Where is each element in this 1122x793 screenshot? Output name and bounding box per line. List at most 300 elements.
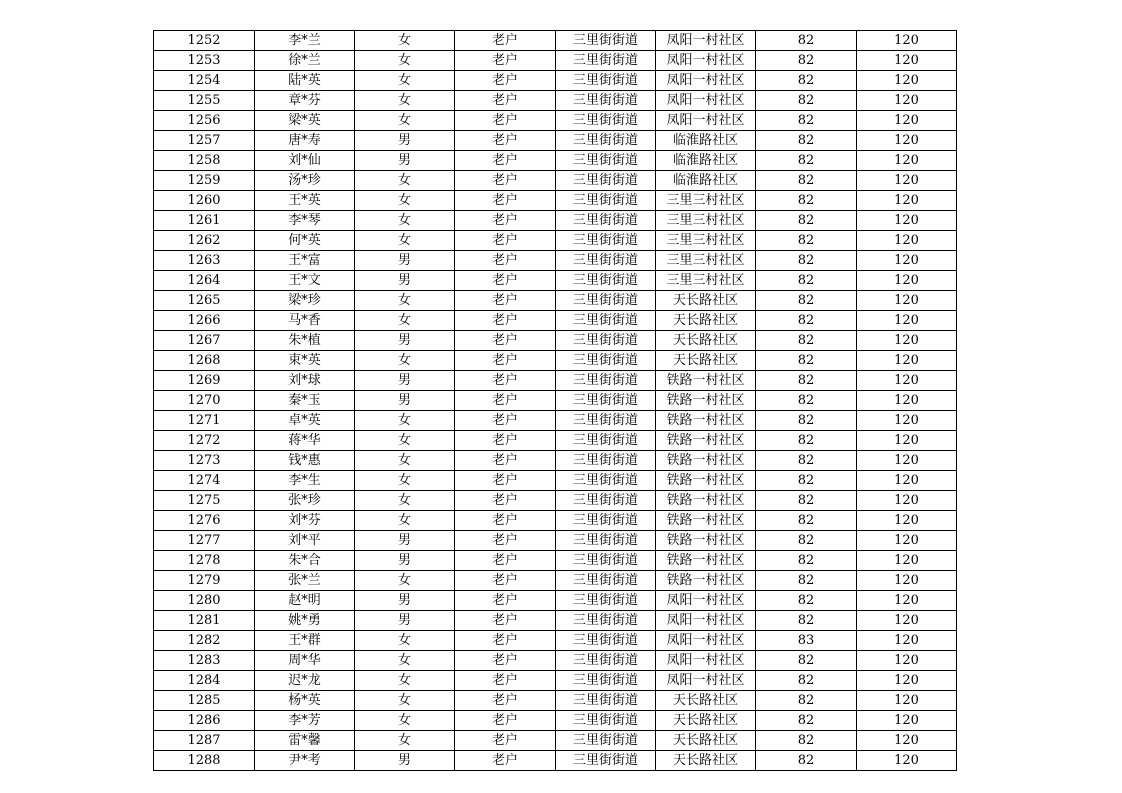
gender-cell: 女 <box>355 571 455 591</box>
name-cell: 尹*考 <box>255 751 355 771</box>
subdistrict-cell: 三里街街道 <box>556 51 656 71</box>
household-type-cell: 老户 <box>455 111 556 131</box>
amount-cell: 120 <box>857 651 957 671</box>
id-cell: 1274 <box>154 471 255 491</box>
amount-cell: 120 <box>857 171 957 191</box>
name-cell: 刘*球 <box>255 371 355 391</box>
household-type-cell: 老户 <box>455 591 556 611</box>
gender-cell: 男 <box>355 331 455 351</box>
household-type-cell: 老户 <box>455 131 556 151</box>
subdistrict-cell: 三里街街道 <box>556 191 656 211</box>
id-cell: 1253 <box>154 51 255 71</box>
gender-cell: 女 <box>355 631 455 651</box>
amount-cell: 120 <box>857 371 957 391</box>
name-cell: 唐*寿 <box>255 131 355 151</box>
subdistrict-cell: 三里街街道 <box>556 531 656 551</box>
community-cell: 天长路社区 <box>656 331 756 351</box>
age-cell: 82 <box>756 611 857 631</box>
id-cell: 1262 <box>154 231 255 251</box>
id-cell: 1269 <box>154 371 255 391</box>
table-row <box>154 31 957 51</box>
table-row <box>154 631 957 651</box>
id-cell: 1267 <box>154 331 255 351</box>
household-type-cell: 老户 <box>455 611 556 631</box>
id-cell: 1285 <box>154 691 255 711</box>
amount-cell: 120 <box>857 331 957 351</box>
table-row <box>154 131 957 151</box>
community-cell: 三里三村社区 <box>656 251 756 271</box>
amount-cell: 120 <box>857 511 957 531</box>
community-cell: 凤阳一村社区 <box>656 651 756 671</box>
amount-cell: 120 <box>857 691 957 711</box>
name-cell: 王*英 <box>255 191 355 211</box>
name-cell: 王*文 <box>255 271 355 291</box>
amount-cell: 120 <box>857 291 957 311</box>
table-row <box>154 271 957 291</box>
amount-cell: 120 <box>857 351 957 371</box>
household-type-cell: 老户 <box>455 171 556 191</box>
subdistrict-cell: 三里街街道 <box>556 711 656 731</box>
community-cell: 三里三村社区 <box>656 271 756 291</box>
household-type-cell: 老户 <box>455 751 556 771</box>
subdistrict-cell: 三里街街道 <box>556 571 656 591</box>
community-cell: 天长路社区 <box>656 351 756 371</box>
name-cell: 梁*英 <box>255 111 355 131</box>
id-cell: 1286 <box>154 711 255 731</box>
age-cell: 82 <box>756 111 857 131</box>
household-type-cell: 老户 <box>455 491 556 511</box>
id-cell: 1268 <box>154 351 255 371</box>
table-row <box>154 231 957 251</box>
subdistrict-cell: 三里街街道 <box>556 751 656 771</box>
name-cell: 张*珍 <box>255 491 355 511</box>
table-row <box>154 371 957 391</box>
id-cell: 1264 <box>154 271 255 291</box>
id-cell: 1273 <box>154 451 255 471</box>
community-cell: 凤阳一村社区 <box>656 671 756 691</box>
amount-cell: 120 <box>857 431 957 451</box>
gender-cell: 女 <box>355 511 455 531</box>
household-type-cell: 老户 <box>455 251 556 271</box>
id-cell: 1263 <box>154 251 255 271</box>
age-cell: 82 <box>756 191 857 211</box>
community-cell: 铁路一村社区 <box>656 451 756 471</box>
household-type-cell: 老户 <box>455 191 556 211</box>
community-cell: 铁路一村社区 <box>656 471 756 491</box>
age-cell: 82 <box>756 351 857 371</box>
community-cell: 临淮路社区 <box>656 171 756 191</box>
gender-cell: 男 <box>355 271 455 291</box>
table-row <box>154 71 957 91</box>
name-cell: 钱*惠 <box>255 451 355 471</box>
gender-cell: 女 <box>355 71 455 91</box>
amount-cell: 120 <box>857 391 957 411</box>
subdistrict-cell: 三里街街道 <box>556 291 656 311</box>
amount-cell: 120 <box>857 611 957 631</box>
table-row <box>154 591 957 611</box>
subdistrict-cell: 三里街街道 <box>556 371 656 391</box>
gender-cell: 男 <box>355 391 455 411</box>
amount-cell: 120 <box>857 451 957 471</box>
household-type-cell: 老户 <box>455 391 556 411</box>
name-cell: 李*芳 <box>255 711 355 731</box>
id-cell: 1258 <box>154 151 255 171</box>
community-cell: 天长路社区 <box>656 691 756 711</box>
table-row <box>154 711 957 731</box>
id-cell: 1256 <box>154 111 255 131</box>
table-row <box>154 551 957 571</box>
subdistrict-cell: 三里街街道 <box>556 611 656 631</box>
table-row <box>154 251 957 271</box>
id-cell: 1265 <box>154 291 255 311</box>
household-type-cell: 老户 <box>455 631 556 651</box>
gender-cell: 男 <box>355 131 455 151</box>
community-cell: 凤阳一村社区 <box>656 591 756 611</box>
records-table <box>153 30 957 771</box>
name-cell: 刘*仙 <box>255 151 355 171</box>
community-cell: 凤阳一村社区 <box>656 91 756 111</box>
name-cell: 秦*玉 <box>255 391 355 411</box>
subdistrict-cell: 三里街街道 <box>556 231 656 251</box>
table-row <box>154 751 957 771</box>
age-cell: 82 <box>756 751 857 771</box>
gender-cell: 女 <box>355 211 455 231</box>
gender-cell: 男 <box>355 251 455 271</box>
id-cell: 1266 <box>154 311 255 331</box>
subdistrict-cell: 三里街街道 <box>556 691 656 711</box>
table-row <box>154 451 957 471</box>
records-table-body <box>154 31 957 771</box>
community-cell: 铁路一村社区 <box>656 571 756 591</box>
gender-cell: 女 <box>355 411 455 431</box>
age-cell: 82 <box>756 411 857 431</box>
name-cell: 杨*英 <box>255 691 355 711</box>
subdistrict-cell: 三里街街道 <box>556 511 656 531</box>
household-type-cell: 老户 <box>455 71 556 91</box>
table-row <box>154 151 957 171</box>
gender-cell: 女 <box>355 731 455 751</box>
gender-cell: 女 <box>355 491 455 511</box>
age-cell: 82 <box>756 571 857 591</box>
id-cell: 1277 <box>154 531 255 551</box>
name-cell: 蒋*华 <box>255 431 355 451</box>
age-cell: 83 <box>756 631 857 651</box>
age-cell: 82 <box>756 391 857 411</box>
age-cell: 82 <box>756 431 857 451</box>
subdistrict-cell: 三里街街道 <box>556 631 656 651</box>
subdistrict-cell: 三里街街道 <box>556 671 656 691</box>
community-cell: 临淮路社区 <box>656 151 756 171</box>
amount-cell: 120 <box>857 591 957 611</box>
age-cell: 82 <box>756 171 857 191</box>
subdistrict-cell: 三里街街道 <box>556 471 656 491</box>
id-cell: 1278 <box>154 551 255 571</box>
amount-cell: 120 <box>857 551 957 571</box>
household-type-cell: 老户 <box>455 371 556 391</box>
amount-cell: 120 <box>857 411 957 431</box>
name-cell: 李*生 <box>255 471 355 491</box>
gender-cell: 男 <box>355 751 455 771</box>
id-cell: 1259 <box>154 171 255 191</box>
id-cell: 1280 <box>154 591 255 611</box>
age-cell: 82 <box>756 591 857 611</box>
household-type-cell: 老户 <box>455 471 556 491</box>
amount-cell: 120 <box>857 131 957 151</box>
id-cell: 1270 <box>154 391 255 411</box>
gender-cell: 女 <box>355 431 455 451</box>
amount-cell: 120 <box>857 111 957 131</box>
table-row <box>154 731 957 751</box>
gender-cell: 男 <box>355 551 455 571</box>
gender-cell: 女 <box>355 691 455 711</box>
household-type-cell: 老户 <box>455 151 556 171</box>
name-cell: 姚*勇 <box>255 611 355 631</box>
name-cell: 王*富 <box>255 251 355 271</box>
id-cell: 1261 <box>154 211 255 231</box>
table-row <box>154 611 957 631</box>
gender-cell: 女 <box>355 711 455 731</box>
amount-cell: 120 <box>857 471 957 491</box>
id-cell: 1257 <box>154 131 255 151</box>
table-row <box>154 211 957 231</box>
gender-cell: 女 <box>355 651 455 671</box>
community-cell: 天长路社区 <box>656 291 756 311</box>
name-cell: 李*琴 <box>255 211 355 231</box>
table-row <box>154 191 957 211</box>
gender-cell: 男 <box>355 611 455 631</box>
age-cell: 82 <box>756 531 857 551</box>
id-cell: 1281 <box>154 611 255 631</box>
household-type-cell: 老户 <box>455 451 556 471</box>
table-row <box>154 691 957 711</box>
gender-cell: 男 <box>355 531 455 551</box>
subdistrict-cell: 三里街街道 <box>556 411 656 431</box>
id-cell: 1276 <box>154 511 255 531</box>
community-cell: 三里三村社区 <box>656 211 756 231</box>
table-row <box>154 411 957 431</box>
amount-cell: 120 <box>857 671 957 691</box>
age-cell: 82 <box>756 671 857 691</box>
gender-cell: 女 <box>355 291 455 311</box>
age-cell: 82 <box>756 151 857 171</box>
table-row <box>154 531 957 551</box>
table-row <box>154 311 957 331</box>
age-cell: 82 <box>756 91 857 111</box>
name-cell: 束*英 <box>255 351 355 371</box>
table-row <box>154 511 957 531</box>
community-cell: 天长路社区 <box>656 711 756 731</box>
household-type-cell: 老户 <box>455 671 556 691</box>
community-cell: 铁路一村社区 <box>656 371 756 391</box>
name-cell: 雷*馨 <box>255 731 355 751</box>
table-row <box>154 491 957 511</box>
age-cell: 82 <box>756 371 857 391</box>
name-cell: 陆*英 <box>255 71 355 91</box>
community-cell: 铁路一村社区 <box>656 431 756 451</box>
community-cell: 凤阳一村社区 <box>656 111 756 131</box>
household-type-cell: 老户 <box>455 351 556 371</box>
household-type-cell: 老户 <box>455 231 556 251</box>
id-cell: 1255 <box>154 91 255 111</box>
community-cell: 天长路社区 <box>656 311 756 331</box>
community-cell: 铁路一村社区 <box>656 511 756 531</box>
table-row <box>154 351 957 371</box>
age-cell: 82 <box>756 471 857 491</box>
subdistrict-cell: 三里街街道 <box>556 731 656 751</box>
gender-cell: 女 <box>355 31 455 51</box>
amount-cell: 120 <box>857 51 957 71</box>
table-row <box>154 391 957 411</box>
community-cell: 凤阳一村社区 <box>656 631 756 651</box>
community-cell: 三里三村社区 <box>656 231 756 251</box>
id-cell: 1288 <box>154 751 255 771</box>
table-row <box>154 51 957 71</box>
table-row <box>154 671 957 691</box>
age-cell: 82 <box>756 731 857 751</box>
age-cell: 82 <box>756 311 857 331</box>
household-type-cell: 老户 <box>455 571 556 591</box>
amount-cell: 120 <box>857 731 957 751</box>
subdistrict-cell: 三里街街道 <box>556 211 656 231</box>
subdistrict-cell: 三里街街道 <box>556 391 656 411</box>
amount-cell: 120 <box>857 251 957 271</box>
subdistrict-cell: 三里街街道 <box>556 91 656 111</box>
subdistrict-cell: 三里街街道 <box>556 591 656 611</box>
subdistrict-cell: 三里街街道 <box>556 271 656 291</box>
subdistrict-cell: 三里街街道 <box>556 551 656 571</box>
gender-cell: 女 <box>355 451 455 471</box>
amount-cell: 120 <box>857 531 957 551</box>
table-row <box>154 91 957 111</box>
age-cell: 82 <box>756 651 857 671</box>
id-cell: 1279 <box>154 571 255 591</box>
name-cell: 张*兰 <box>255 571 355 591</box>
subdistrict-cell: 三里街街道 <box>556 451 656 471</box>
gender-cell: 男 <box>355 591 455 611</box>
age-cell: 82 <box>756 251 857 271</box>
subdistrict-cell: 三里街街道 <box>556 651 656 671</box>
id-cell: 1287 <box>154 731 255 751</box>
name-cell: 赵*明 <box>255 591 355 611</box>
table-row <box>154 171 957 191</box>
age-cell: 82 <box>756 491 857 511</box>
amount-cell: 120 <box>857 31 957 51</box>
subdistrict-cell: 三里街街道 <box>556 431 656 451</box>
household-type-cell: 老户 <box>455 31 556 51</box>
amount-cell: 120 <box>857 211 957 231</box>
household-type-cell: 老户 <box>455 91 556 111</box>
subdistrict-cell: 三里街街道 <box>556 31 656 51</box>
amount-cell: 120 <box>857 231 957 251</box>
household-type-cell: 老户 <box>455 211 556 231</box>
amount-cell: 120 <box>857 151 957 171</box>
subdistrict-cell: 三里街街道 <box>556 491 656 511</box>
gender-cell: 女 <box>355 191 455 211</box>
name-cell: 朱*合 <box>255 551 355 571</box>
household-type-cell: 老户 <box>455 291 556 311</box>
gender-cell: 男 <box>355 151 455 171</box>
subdistrict-cell: 三里街街道 <box>556 151 656 171</box>
subdistrict-cell: 三里街街道 <box>556 351 656 371</box>
id-cell: 1272 <box>154 431 255 451</box>
age-cell: 82 <box>756 691 857 711</box>
household-type-cell: 老户 <box>455 651 556 671</box>
age-cell: 82 <box>756 271 857 291</box>
age-cell: 82 <box>756 291 857 311</box>
community-cell: 三里三村社区 <box>656 191 756 211</box>
subdistrict-cell: 三里街街道 <box>556 251 656 271</box>
household-type-cell: 老户 <box>455 271 556 291</box>
subdistrict-cell: 三里街街道 <box>556 311 656 331</box>
name-cell: 李*兰 <box>255 31 355 51</box>
amount-cell: 120 <box>857 751 957 771</box>
community-cell: 凤阳一村社区 <box>656 31 756 51</box>
age-cell: 82 <box>756 711 857 731</box>
age-cell: 82 <box>756 231 857 251</box>
id-cell: 1254 <box>154 71 255 91</box>
age-cell: 82 <box>756 131 857 151</box>
household-type-cell: 老户 <box>455 731 556 751</box>
gender-cell: 男 <box>355 371 455 391</box>
amount-cell: 120 <box>857 71 957 91</box>
gender-cell: 女 <box>355 111 455 131</box>
gender-cell: 女 <box>355 351 455 371</box>
community-cell: 铁路一村社区 <box>656 411 756 431</box>
table-row <box>154 331 957 351</box>
table-row <box>154 651 957 671</box>
subdistrict-cell: 三里街街道 <box>556 111 656 131</box>
gender-cell: 女 <box>355 471 455 491</box>
age-cell: 82 <box>756 551 857 571</box>
community-cell: 铁路一村社区 <box>656 491 756 511</box>
community-cell: 凤阳一村社区 <box>656 51 756 71</box>
subdistrict-cell: 三里街街道 <box>556 71 656 91</box>
community-cell: 铁路一村社区 <box>656 531 756 551</box>
id-cell: 1271 <box>154 411 255 431</box>
age-cell: 82 <box>756 31 857 51</box>
name-cell: 王*群 <box>255 631 355 651</box>
name-cell: 卓*英 <box>255 411 355 431</box>
community-cell: 凤阳一村社区 <box>656 71 756 91</box>
household-type-cell: 老户 <box>455 531 556 551</box>
age-cell: 82 <box>756 511 857 531</box>
gender-cell: 女 <box>355 671 455 691</box>
amount-cell: 120 <box>857 571 957 591</box>
name-cell: 周*华 <box>255 651 355 671</box>
subdistrict-cell: 三里街街道 <box>556 331 656 351</box>
household-type-cell: 老户 <box>455 431 556 451</box>
amount-cell: 120 <box>857 91 957 111</box>
community-cell: 天长路社区 <box>656 731 756 751</box>
household-type-cell: 老户 <box>455 51 556 71</box>
household-type-cell: 老户 <box>455 511 556 531</box>
table-row <box>154 111 957 131</box>
household-type-cell: 老户 <box>455 691 556 711</box>
community-cell: 铁路一村社区 <box>656 551 756 571</box>
age-cell: 82 <box>756 211 857 231</box>
name-cell: 徐*兰 <box>255 51 355 71</box>
amount-cell: 120 <box>857 271 957 291</box>
name-cell: 何*英 <box>255 231 355 251</box>
age-cell: 82 <box>756 331 857 351</box>
household-type-cell: 老户 <box>455 311 556 331</box>
amount-cell: 120 <box>857 311 957 331</box>
community-cell: 凤阳一村社区 <box>656 611 756 631</box>
name-cell: 刘*平 <box>255 531 355 551</box>
subdistrict-cell: 三里街街道 <box>556 171 656 191</box>
id-cell: 1284 <box>154 671 255 691</box>
community-cell: 临淮路社区 <box>656 131 756 151</box>
